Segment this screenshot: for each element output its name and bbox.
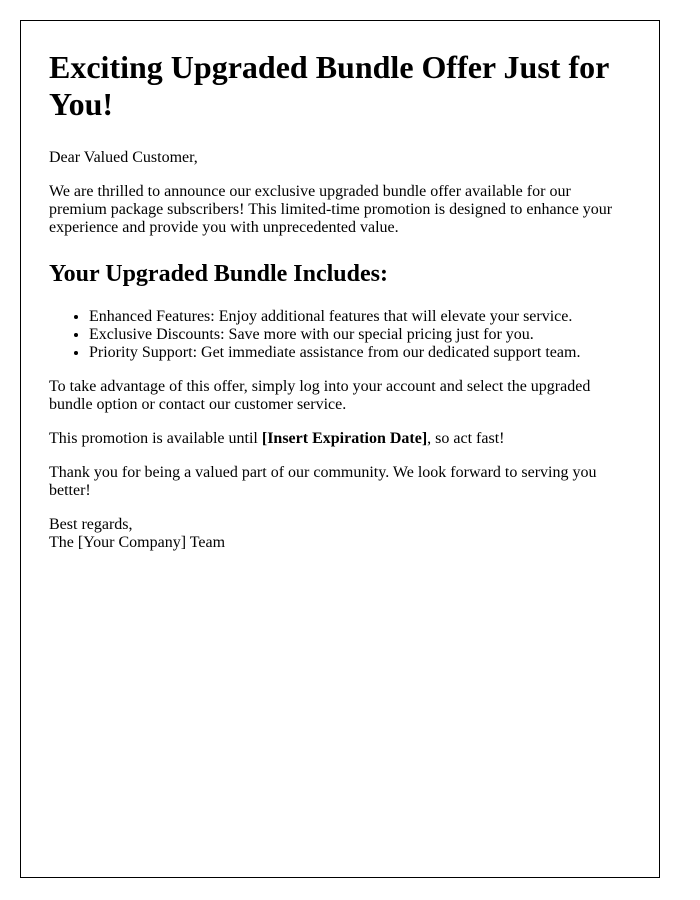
thanks-paragraph: Thank you for being a valued part of our community. We look forward to serving you better! [49,464,597,499]
promotion-paragraph [49,430,631,448]
instructions-paragraph: To take advantage of this offer, simply log into your account and select the upgraded bundle option or contact our customer service. [49,378,591,413]
greeting: Dear Valued Customer, [49,149,198,166]
feature-item: • Exclusive Discounts: Save more with our special pricing just for you. [89,326,631,344]
letter-title: Exciting Upgraded Bundle Offer Just for You! [49,49,609,122]
intro-paragraph: We are thrilled to announce our exclusive upgraded bundle offer available for our premium package subscribers! This limited-time promotion is designed to enhance your experience and provide you with unprecedented value. [49,183,613,236]
bundle-subheading: Your Upgraded Bundle Includes: [49,261,388,287]
feature-item: • Priority Support: Get immediate assistance from our dedicated support team. [89,344,631,362]
feature-item: • Enhanced Features: Enjoy additional features that will elevate your service. [89,308,631,326]
expiration-date: [Insert Expiration Date] [261,430,428,447]
promotion-prefix: This promotion is available until [49,430,262,447]
signature: The [Your Company] Team [49,534,226,551]
promotion-suffix: , so act fast! [427,430,505,447]
feature-list [49,308,631,362]
letter-page [20,20,660,878]
closing-block [49,516,631,552]
signoff: Best regards, [49,516,133,533]
